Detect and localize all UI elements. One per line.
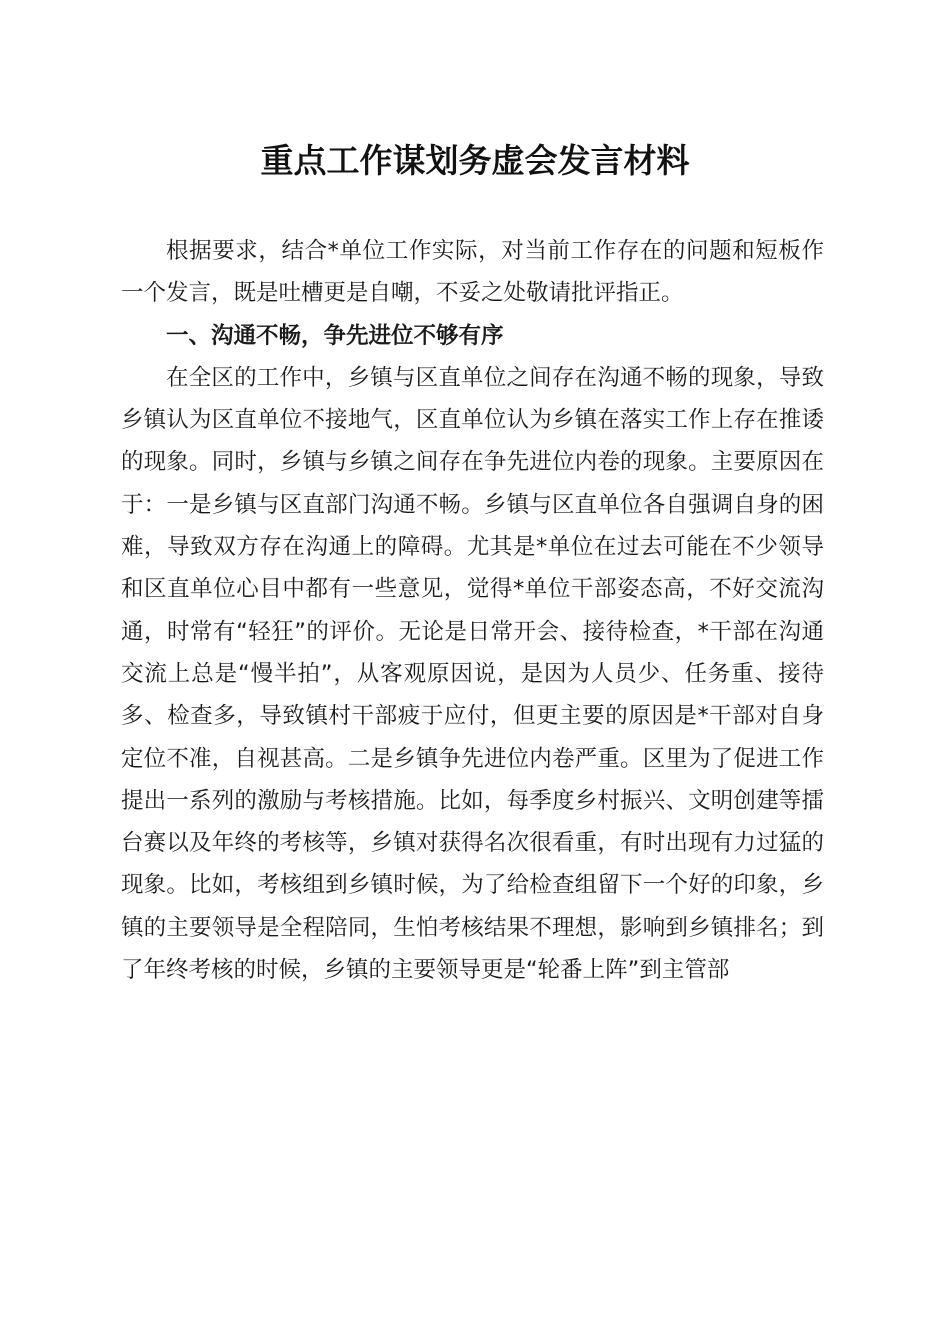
intro-paragraph: 根据要求，结合*单位工作实际，对当前工作存在的问题和短板作一个发言，既是吐槽更是自嘲，不妥之处敬请批评指正。 xyxy=(121,238,824,307)
document-title: 重点工作谋划务虚会发言材料 xyxy=(260,141,690,180)
document-body xyxy=(121,230,824,991)
section-paragraph: 在全区的工作中，乡镇与区直单位之间存在沟通不畅的现象，导致乡镇认为区直单位不接地气，区直单位认为乡镇在落实工作上存在推诿的现象。同时，乡镇与乡镇之间存在争先进位内卷的现象。主要原因在于：一是乡镇与区直部门沟通不畅。乡镇与区直单位各自强调自身的困难，导致双方存在沟通上的障碍。尤其是*单位在过去可能在不少领导和区直单位心目中都有一些意见，觉得*单位干部姿态高，不好交流沟通，时常有“轻狂”的评价。无论是日常开会、接待检查，*干部在沟通交流上总是“慢半拍”，从客观原因说，是因为人员少、任务重、接待多、检查多，导致镇村干部疲于应付，但更主要的原因是*干部对自身定位不准，自视甚高。二是乡镇争先进位内卷严重。区里为了促进工作提出一系列的激励与考核措施。比如，每季度乡村振兴、文明创建等擂台赛以及年终的考核等，乡镇对获得名次很看重，有时出现有力过猛的现象。比如，考核组到乡镇时候，为了给检查组留下一个好的印象，乡镇的主要领导是全程陪同，生怕考核结果不理想，影响到乡镇排名；到了年终考核的时候，乡镇的主要领导更是“轮番上阵”到主管部 xyxy=(121,364,824,984)
section-heading: 一、沟通不畅，争先进位不够有序 xyxy=(166,322,504,349)
